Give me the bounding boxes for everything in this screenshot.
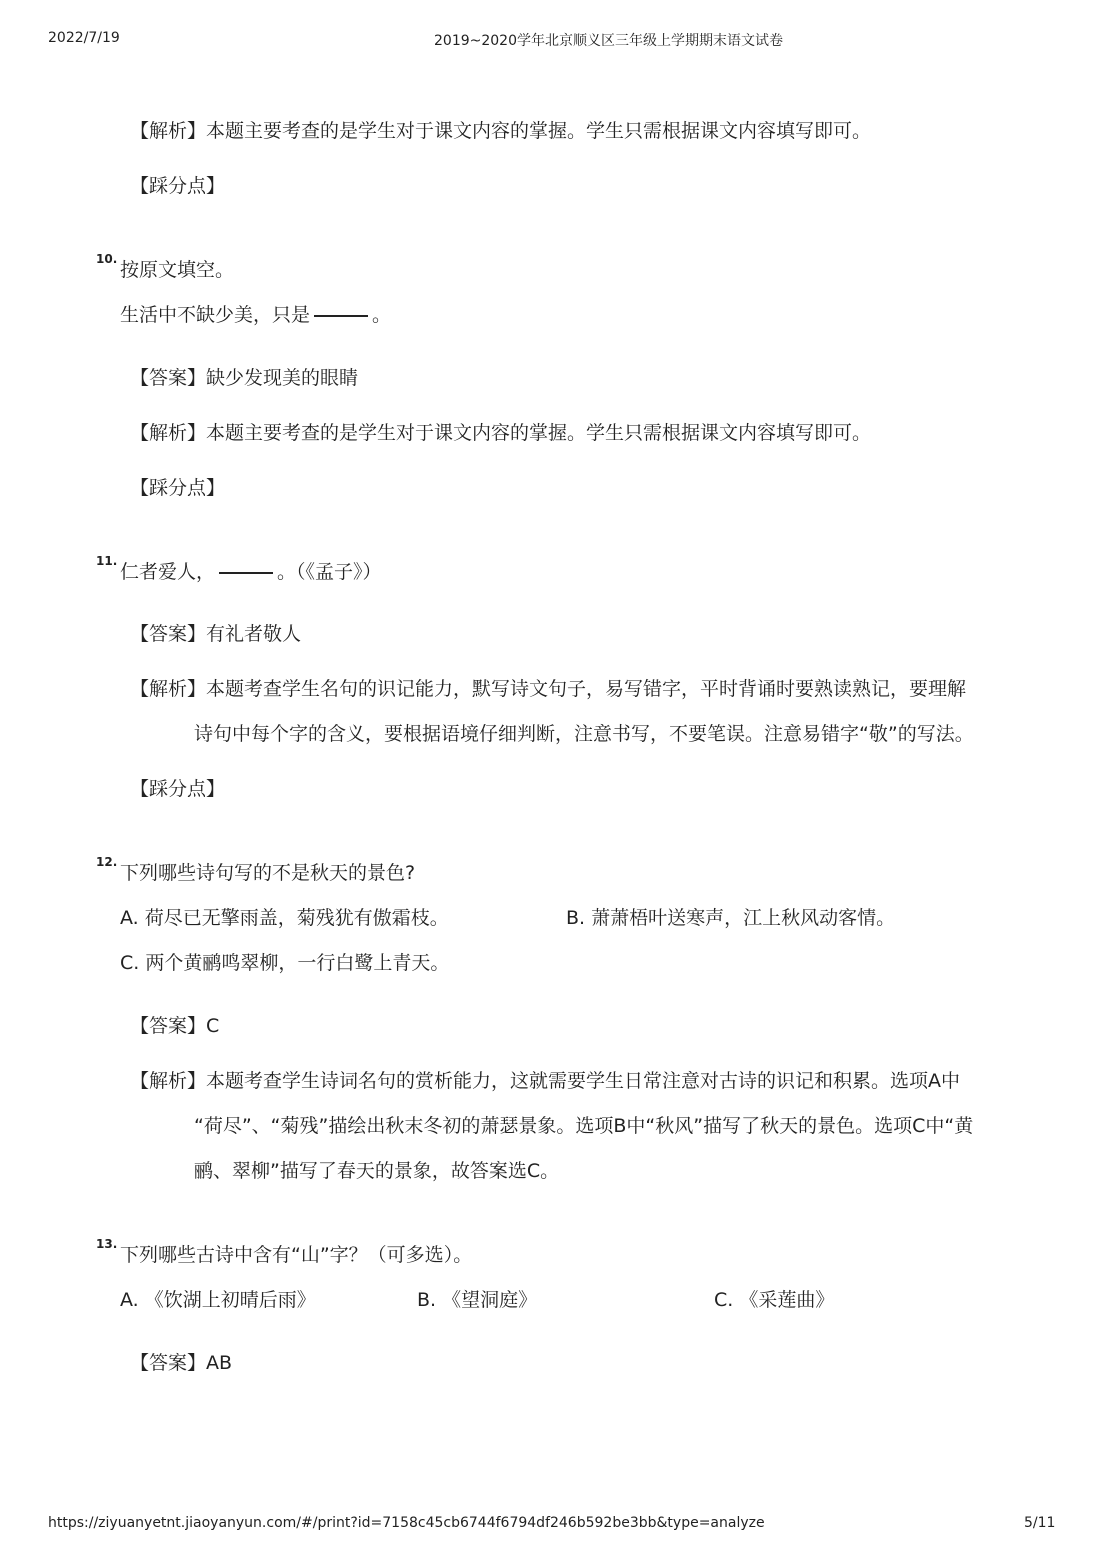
- answer-row: [130, 619, 301, 646]
- points-label: 【踩分点】: [130, 175, 226, 197]
- analysis-row: [130, 674, 966, 701]
- answer-text: AB: [206, 1352, 233, 1374]
- question-number: 10.: [96, 252, 118, 266]
- answer-label: 【答案】: [130, 367, 207, 389]
- analysis-text: 本题主要考查的是学生对于课文内容的掌握。学生只需根据课文内容填写即可。: [206, 120, 872, 142]
- question-sentence: [120, 300, 391, 327]
- option-c: C. 《采莲曲》: [714, 1289, 835, 1311]
- question-number: 11.: [96, 554, 118, 568]
- analysis-text-continued: 鹂、翠柳”描写了春天的景象，故答案选C。: [194, 1160, 560, 1182]
- analysis-row: [130, 418, 871, 445]
- question-prompt: 下列哪些古诗中含有“山”字？（可多选）。: [120, 1244, 473, 1266]
- answer-label: 【答案】: [130, 1352, 207, 1374]
- answer-text: C: [206, 1015, 220, 1037]
- points-label: 【踩分点】: [130, 778, 226, 800]
- answer-label: 【答案】: [130, 623, 207, 645]
- answer-label: 【答案】: [130, 1015, 207, 1037]
- option-a: A. 《饮湖上初晴后雨》: [120, 1289, 316, 1311]
- option-b: B. 萧萧梧叶送寒声，江上秋风动客情。: [566, 907, 896, 929]
- analysis-text-continued: 诗句中每个字的含义，要根据语境仔细判断，注意书写，不要笔误。注意易错字“敬”的写法。: [194, 723, 974, 745]
- fill-blank: [314, 314, 368, 317]
- answer-row: [130, 1348, 232, 1375]
- analysis-row: [130, 116, 871, 143]
- option-a: A. 荷尽已无擎雨盖，菊残犹有傲霜枝。: [120, 907, 449, 929]
- print-date: 2022/7/19: [48, 30, 120, 46]
- analysis-label: 【解析】: [130, 1070, 207, 1092]
- answer-row: [130, 363, 358, 390]
- analysis-text: 本题主要考查的是学生对于课文内容的掌握。学生只需根据课文内容填写即可。: [206, 422, 872, 444]
- analysis-text: 本题考查学生名句的识记能力，默写诗文句子，易写错字，平时背诵时要熟读熟记，要理解: [206, 678, 967, 700]
- option-b: B. 《望洞庭》: [417, 1289, 538, 1311]
- page-number: 5/11: [1024, 1515, 1056, 1531]
- answer-text: 缺少发现美的眼睛: [206, 367, 359, 389]
- document-title: 2019~2020学年北京顺义区三年级上学期期末语文试卷: [434, 33, 783, 49]
- question-number: 13.: [96, 1237, 118, 1251]
- option-c: C. 两个黄鹂鸣翠柳，一行白鹭上青天。: [120, 952, 450, 974]
- question-prompt: 下列哪些诗句写的不是秋天的景色?: [120, 862, 416, 884]
- footer-url: https://ziyuanyetnt.jiaoyanyun.com/#/print?id=7158c45cb6744f6794df246b592be3bb&type=analyze: [48, 1515, 765, 1531]
- answer-text: 有礼者敬人: [206, 623, 302, 645]
- analysis-row: [130, 1066, 960, 1093]
- sentence-text: 生活中不缺少美，只是: [120, 304, 311, 326]
- analysis-text-continued: “荷尽”、“菊残”描绘出秋末冬初的萧瑟景象。选项B中“秋风”描写了秋天的景色。选项C中“黄: [194, 1115, 974, 1137]
- fill-blank: [219, 571, 273, 574]
- points-label: 【踩分点】: [130, 477, 226, 499]
- analysis-label: 【解析】: [130, 422, 207, 444]
- sentence-text: 仁者爱人，: [120, 561, 216, 583]
- sentence-end: 。（《孟子》）: [277, 561, 382, 583]
- analysis-label: 【解析】: [130, 120, 207, 142]
- answer-row: [130, 1011, 219, 1038]
- analysis-text: 本题考查学生诗词名句的赏析能力，这就需要学生日常注意对古诗的识记和积累。选项A中: [206, 1070, 961, 1092]
- question-prompt: 按原文填空。: [120, 259, 235, 281]
- sentence-end: 。: [372, 304, 392, 326]
- question-sentence: [120, 557, 382, 584]
- question-number: 12.: [96, 855, 118, 869]
- analysis-label: 【解析】: [130, 678, 207, 700]
